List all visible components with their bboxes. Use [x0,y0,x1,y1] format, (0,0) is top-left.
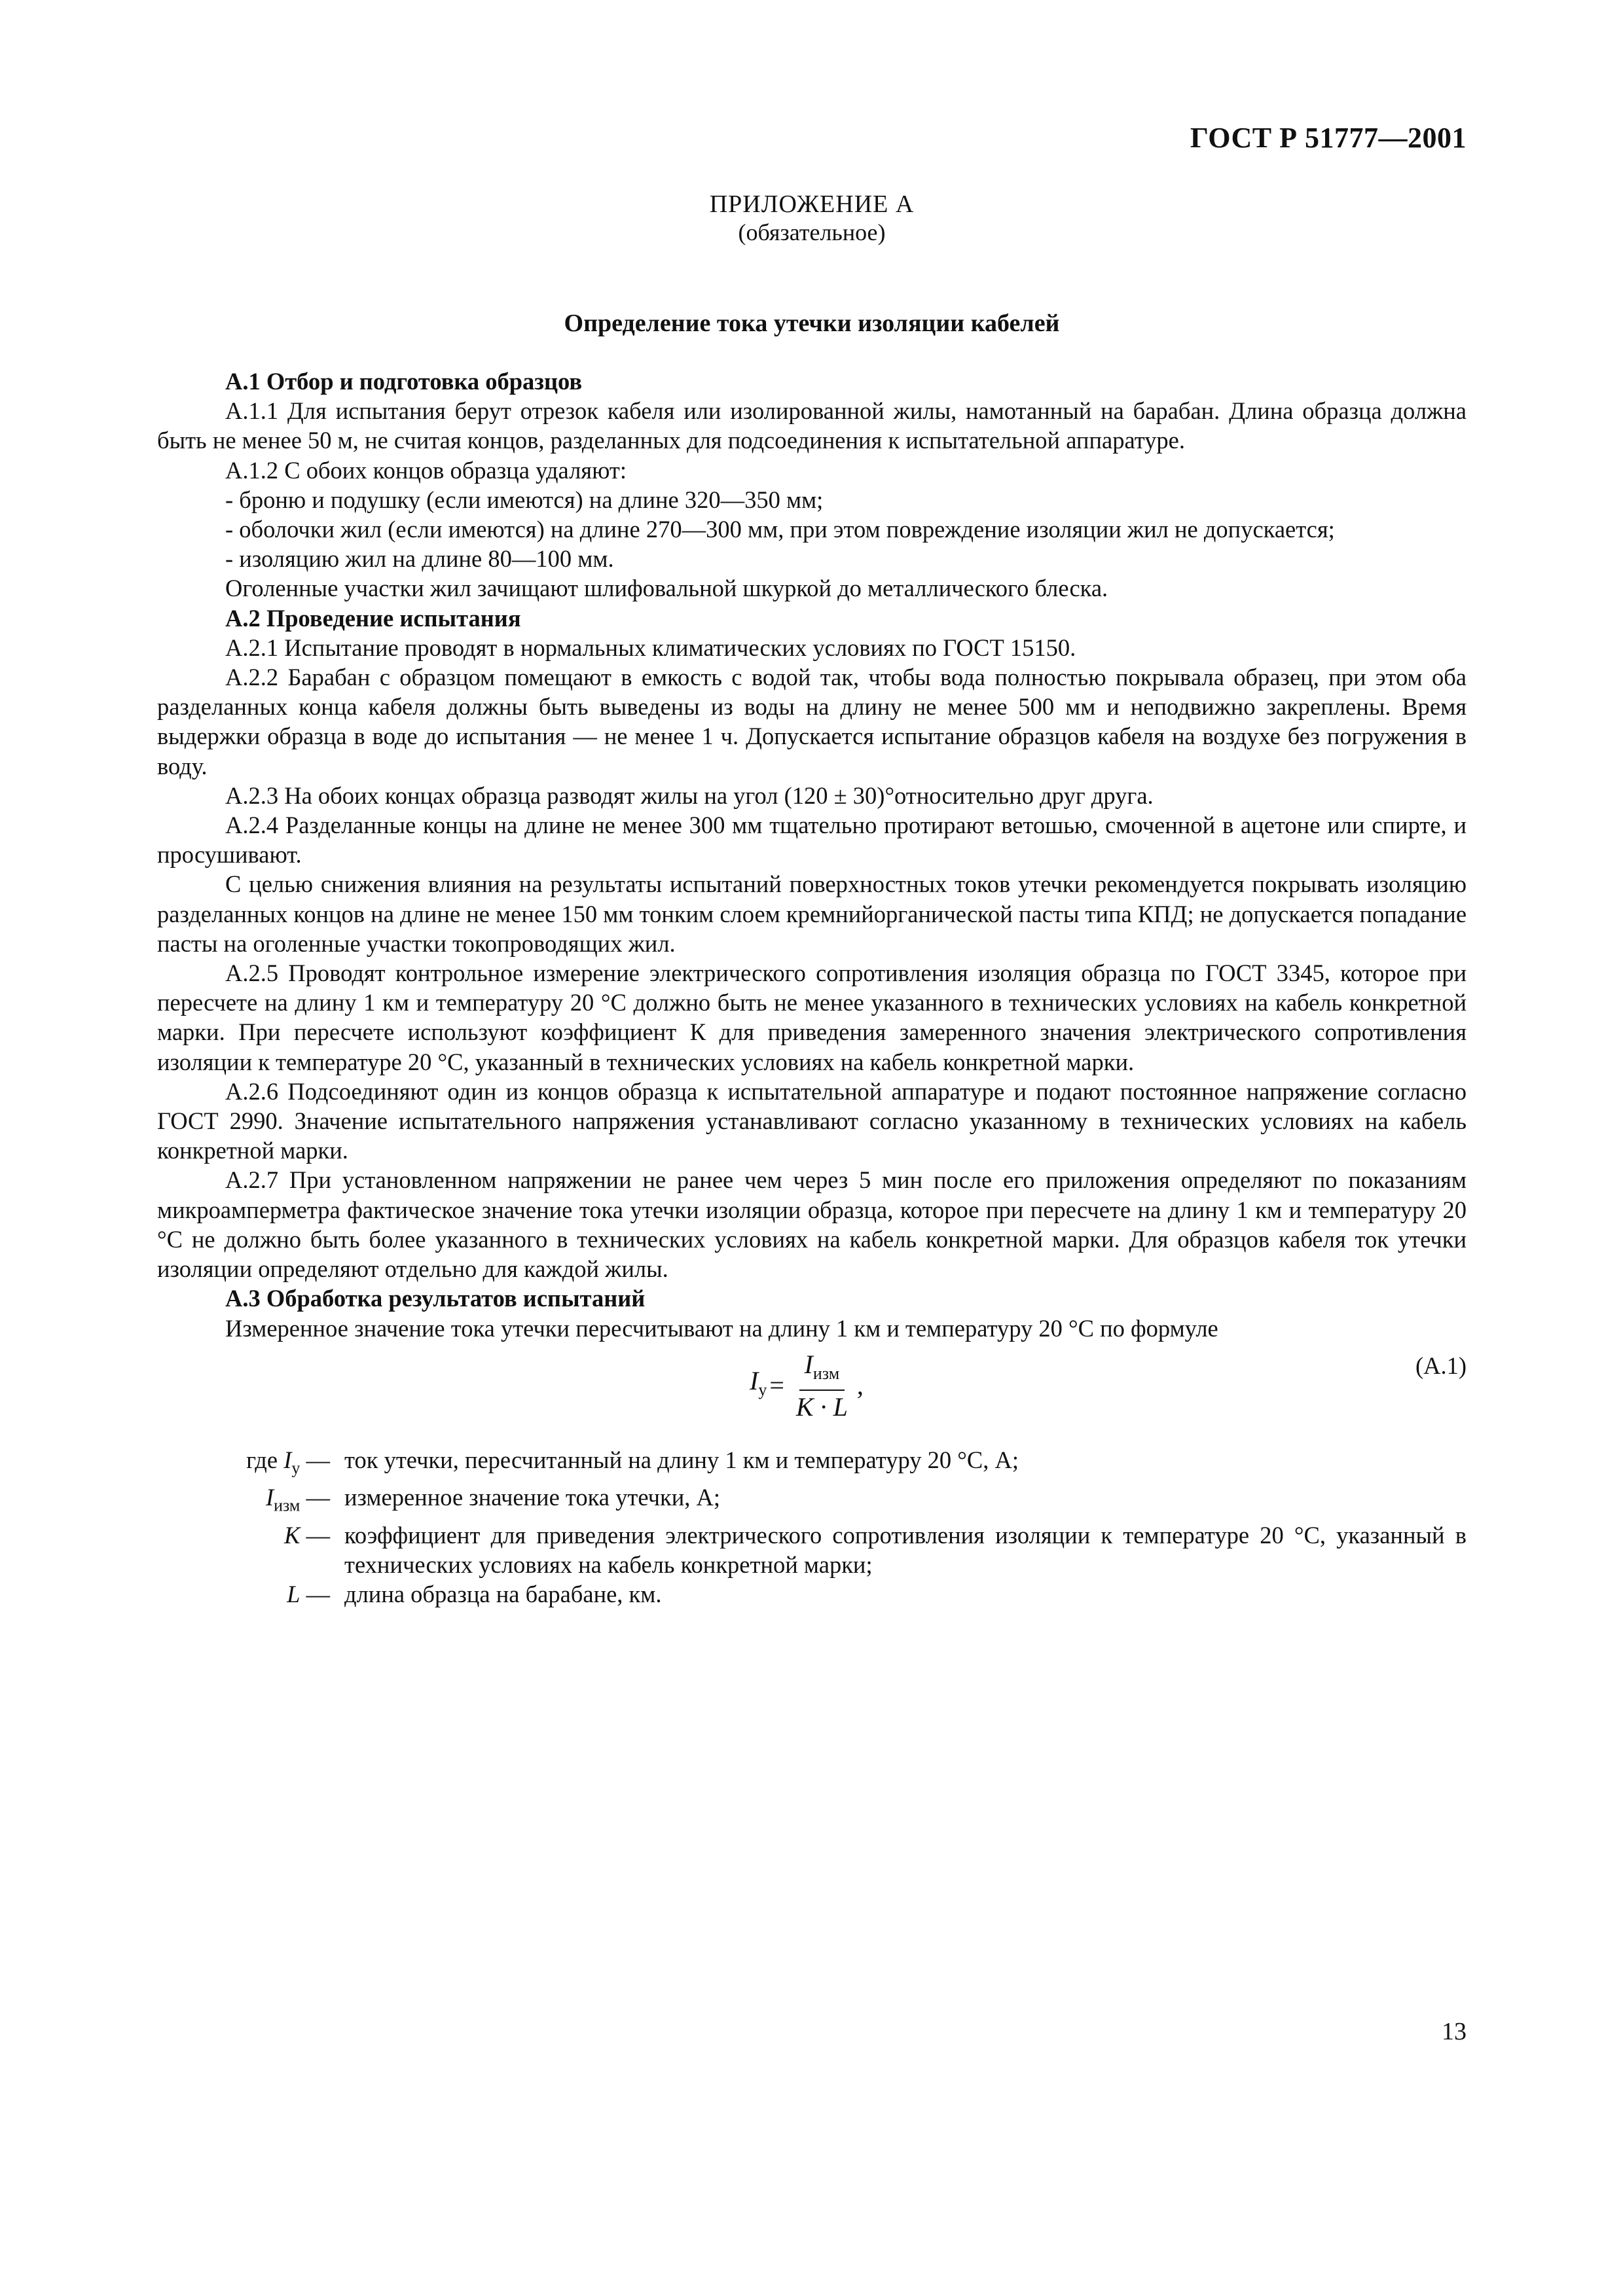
paragraph-surface-currents: С целью снижения влияния на результаты испытаний поверхностных токов утечки рекомендуется покрывать изоляцию разделанных концов на длине не менее 150 мм тонким слоем кремнийорганической пасты типа КПД; не допускается попадание пасты на оголенные участки токопроводящих жил. [157,870,1467,957]
definition-text: ток утечки, пересчитанный на длину 1 км и температуру 20 °С, А; [344,1446,1019,1473]
list-item-insulation: - изоляцию жил на длине 80—100 мм. [225,545,614,573]
definition-text: длина образца на барабане, км. [344,1581,662,1608]
where-word: где [246,1446,278,1473]
section-heading-a2: А.2 Проведение испытания [225,604,521,632]
formula-fraction [791,1350,853,1422]
formula-block [157,1350,1467,1427]
definitions-list [157,1445,1467,1609]
paragraph-a2-3: А.2.3 На обоих концах образца разводят жилы на угол (120 ± 30)°относительно друг друга. [225,781,1154,809]
section-heading-a3: А.3 Обработка результатов испытаний [225,1285,646,1312]
definition-text: коэффициент для приведения электрического сопротивления изоляции к температуре 20 °С, указанный в технических условиях на кабель конкретной марки; [344,1521,1467,1578]
list-item-sheath: - оболочки жил (если имеются) на длине 270—300 мм, при этом повреждение изоляции жил не допускается; [225,516,1335,543]
formula-lhs: $I_у$ [750,1366,767,1400]
formula-number: (А.1) [1415,1352,1467,1379]
definition-item: $I_{изм}$ — измеренное значение тока утечки, А; [157,1482,1467,1520]
paragraph-a2-6: А.2.6 Подсоединяют один из концов образца к испытательной аппаратуре и подают постоянное напряжение согласно ГОСТ 2990. Значение испытательного напряжения устанавливают согласно указанному в технических условиях на кабель конкретной марки. [157,1077,1467,1164]
section-heading-a1: А.1 Отбор и подготовка образцов [225,368,583,395]
formula-denominator: K · L [795,1391,848,1422]
definition-item: где $I_у$ — ток утечки, пересчитанный на длину 1 км и температуру 20 °С, А; [157,1445,1467,1483]
list-item-armor: - броню и подушку (если имеются) на длине 320—350 мм; [225,486,824,513]
document-body [157,367,1467,1609]
formula-numerator: $I_{изм}$ [799,1350,845,1391]
definition-item: K — коэффициент для приведения электрического сопротивления изоляции к температуре 20 °С, указанный в технических условиях на кабель конкретной марки; [157,1520,1467,1579]
appendix-note: (обязательное) [738,219,886,245]
paragraph-a1-2: А.1.2 С обоих концов образца удаляют: [225,456,627,484]
definition-item: L — длина образца на барабане, км. [157,1579,1467,1609]
paragraph-a2-5: А.2.5 Проводят контрольное измерение электрического сопротивления изоляция образца по ГОСТ 3345, которое при пересчете на длину 1 км и температуру 20 °С должно быть не менее указанного в технических условиях на кабель конкретной марки. При пересчете используют коэффициент К для приведения замеренного значения электрического сопротивления изоляции к температуре 20 °С, указанный в технических условиях на кабель конкретной марки. [157,960,1467,1075]
formula-comma: , [856,1371,864,1401]
paragraph-a2-2: А.2.2 Барабан с образцом помещают в емкость с водой так, чтобы вода полностью покрывала образец, при этом оба разделанных конца кабеля должны быть выведены из воды на длину не менее 500 мм и неподвижно закреплены. Время выдержки образца в воде до испытания — не менее 1 ч. Допускается испытание образцов кабеля на воздухе без погружения в воду. [157,664,1467,780]
paragraph-a2-4: А.2.4 Разделанные концы на длине не менее 300 мм тщательно протирают ветошью, смоченной в ацетоне или спирте, и просушивают. [157,812,1467,869]
paragraph-formula-intro: Измеренное значение тока утечки пересчитывают на длину 1 км и температуру 20 °С по формуле [225,1314,1218,1342]
appendix-title: ПРИЛОЖЕНИЕ А [709,190,915,218]
paragraph-a2-7: А.2.7 При установленном напряжении не ранее чем через 5 мин после его приложения определяют по показаниям микроамперметра фактическое значение тока утечки изоляции образца, которое при пересчете на длину 1 км и температуру 20 °С не должно быть более указанного в технических условиях на кабель конкретной марки. Для образцов кабеля ток утечки изоляции определяют отдельно для каждой жилы. [157,1166,1467,1283]
definition-text: измеренное значение тока утечки, А; [344,1484,721,1511]
formula [750,1350,864,1422]
document-code: ГОСТ Р 51777—2001 [1190,122,1467,154]
document-page [157,0,1467,2296]
document-title: Определение тока утечки изоляции кабелей [564,310,1060,337]
paragraph-a2-1: А.2.1 Испытание проводят в нормальных климатических условиях по ГОСТ 15150. [225,634,1076,661]
formula-equals: = [769,1371,784,1401]
paragraph-a1-1: А.1.1 Для испытания берут отрезок кабеля или изолированной жилы, намотанный на барабан. Длина образца должна быть не менее 50 м, не считая концов, разделанных для подсоединения к испытательной аппаратуре. [157,397,1467,454]
page-number: 13 [1442,2018,1467,2045]
paragraph-cleaning: Оголенные участки жил зачищают шлифовальной шкуркой до металлического блеска. [225,575,1108,602]
